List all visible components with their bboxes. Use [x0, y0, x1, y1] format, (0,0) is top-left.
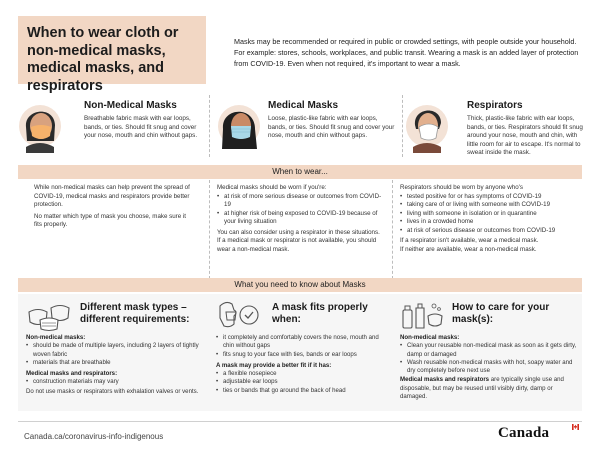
list — [26, 342, 206, 367]
list-item: • Wash reusable non-medical masks with hot, soapy water and dry completely before next use — [400, 359, 578, 376]
know-band: What you need to know about Masks — [18, 278, 582, 292]
list-item: • a flexible nosepiece — [216, 370, 386, 378]
canada-wordmark: Canada — [498, 425, 550, 441]
list-item: • Clean your reusable non-medical mask as soon as it gets dirty, damp or damaged — [400, 342, 578, 359]
list-item: • tested positive for or has symptoms of COVID-19 — [400, 193, 582, 202]
person-medical-mask-icon — [217, 99, 261, 153]
when-non-medical — [34, 184, 194, 233]
respirator-title: Respirators — [467, 100, 523, 111]
list-item: • ties or bands that go around the back of head — [216, 387, 386, 395]
list-item: • it completely and comfortably covers the nose, mouth and chin without gaps — [216, 334, 386, 351]
when-to-wear-band: When to wear... — [18, 165, 582, 179]
mask-care-icon — [400, 298, 446, 332]
know-mask-care-note-rest: are typically single use and disposable, but may be reused until visibly dirty, damp or damaged. — [400, 376, 564, 401]
know-mask-care-title: How to care for your mask(s): — [452, 302, 550, 325]
person-non-medical-mask-icon — [18, 99, 62, 153]
canada-flag-icon — [572, 424, 579, 432]
when-respirators-list — [400, 193, 582, 236]
page-title: When to wear cloth or non-medical masks, medical masks, and respirators — [27, 25, 179, 94]
list-item: • materials that are breathable — [26, 359, 206, 367]
when-respirators — [400, 184, 582, 257]
when-medical — [217, 184, 384, 257]
divider — [209, 95, 210, 157]
divider — [209, 180, 210, 284]
subheading: A mask may provide a better fit if it has: — [216, 361, 332, 369]
when-respirators-p1: If a respirator isn't available, wear a medical mask. — [400, 237, 539, 244]
when-medical-p1: You can also consider using a respirator in these situations. — [217, 228, 380, 236]
when-respirators-p2: If neither are available, wear a non-medical mask. — [400, 245, 537, 253]
non-medical-mask-title: Non-Medical Masks — [84, 100, 177, 111]
mask-types-row — [18, 95, 582, 157]
know-mask-fit-body — [216, 334, 386, 395]
when-respirators-intro: Respirators should be worn by anyone who's — [400, 184, 523, 191]
subheading: Non-medical masks: — [26, 334, 86, 341]
know-mask-types-body — [26, 334, 206, 396]
list-item: • at risk of more serious disease or outcomes from COVID-19 — [217, 193, 384, 210]
divider — [392, 180, 393, 284]
medical-mask-description: Loose, plastic-like fabric with ear loops, bands, or ties. Should fit snug and cover your nose, mouth and chin without gaps. — [268, 115, 395, 140]
subheading: Medical masks and respirators: — [26, 370, 118, 378]
non-medical-mask-description: Breathable fabric mask with ear loops, bands, or ties. Should fit snug and cover your nose, mouth and chin without gaps. — [84, 115, 198, 140]
know-section — [18, 294, 582, 411]
list — [26, 378, 206, 386]
list-item: • taking care of or living with someone with COVID-19 — [400, 201, 582, 210]
when-medical-list — [217, 193, 384, 227]
know-mask-fit-title: A mask fits properly when: — [272, 302, 368, 325]
when-non-medical-p2: No matter which type of mask you choose, make sure it fits properly. — [34, 212, 187, 228]
list-item: • living with someone in isolation or in quarantine — [400, 210, 582, 219]
medical-mask-title: Medical Masks — [268, 100, 339, 111]
list-item: • at higher risk of being exposed to COVID-19 because of your living situation — [217, 210, 384, 227]
list-item: • adjustable ear loops — [216, 378, 386, 386]
list-item: • should be made of multiple layers, including 2 layers of tightly woven fabric — [26, 342, 206, 359]
masks-variety-icon — [26, 298, 72, 332]
know-mask-care-note-bold: Medical masks and respirators — [400, 376, 490, 384]
list — [216, 334, 386, 359]
non-medical-mask-card — [18, 95, 204, 157]
mask-fit-check-icon — [216, 298, 262, 332]
respirator-description: Thick, plastic-like fabric with ear loops, bands, or ties. Respirators should fit snug around your nose, mouth and chin, with little room for air to escape. It's normal to sweat inside the mask. — [467, 115, 583, 157]
when-non-medical-p1: While non-medical masks can help prevent the spread of COVID-19, medical masks and respirators provide better protection. — [34, 184, 190, 208]
list — [400, 342, 578, 375]
divider — [402, 95, 403, 157]
footer-divider — [18, 421, 582, 422]
footer-url-link[interactable]: Canada.ca/coronavirus-info-indigenous — [24, 432, 164, 441]
know-mask-types-note: Do not use masks or respirators with exhalation valves or vents. — [26, 387, 199, 395]
know-mask-care-note — [400, 376, 578, 401]
know-mask-care-body — [400, 334, 578, 401]
person-respirator-icon — [405, 99, 449, 153]
list-item: • at risk of serious disease or outcomes from COVID-19 — [400, 227, 582, 236]
list-item: • fits snug to your face with ties, bands or ear loops — [216, 351, 386, 359]
when-medical-p2: If a medical mask or respirator is not available, you should wear a non-medical mask. — [217, 237, 377, 253]
subheading: Non-medical masks: — [400, 334, 460, 341]
medical-mask-card — [217, 95, 397, 157]
header-intro: Masks may be recommended or required in public or crowded settings, with people outside your household. For example: stores, schools, workplaces, and public transit. Wearing a mask is an added layer of protection from COVID-19. Even when not required, it's important to wear a mask. — [234, 37, 579, 68]
header-title-box — [18, 16, 206, 94]
list — [216, 370, 386, 395]
list-item: • lives in a crowded home — [400, 218, 582, 227]
when-medical-intro: Medical masks should be worn if you're: — [217, 184, 327, 191]
list-item: • construction materials may vary — [26, 378, 206, 386]
know-mask-types-title: Different mask types – different requirements: — [80, 302, 190, 325]
respirator-card — [405, 95, 582, 157]
